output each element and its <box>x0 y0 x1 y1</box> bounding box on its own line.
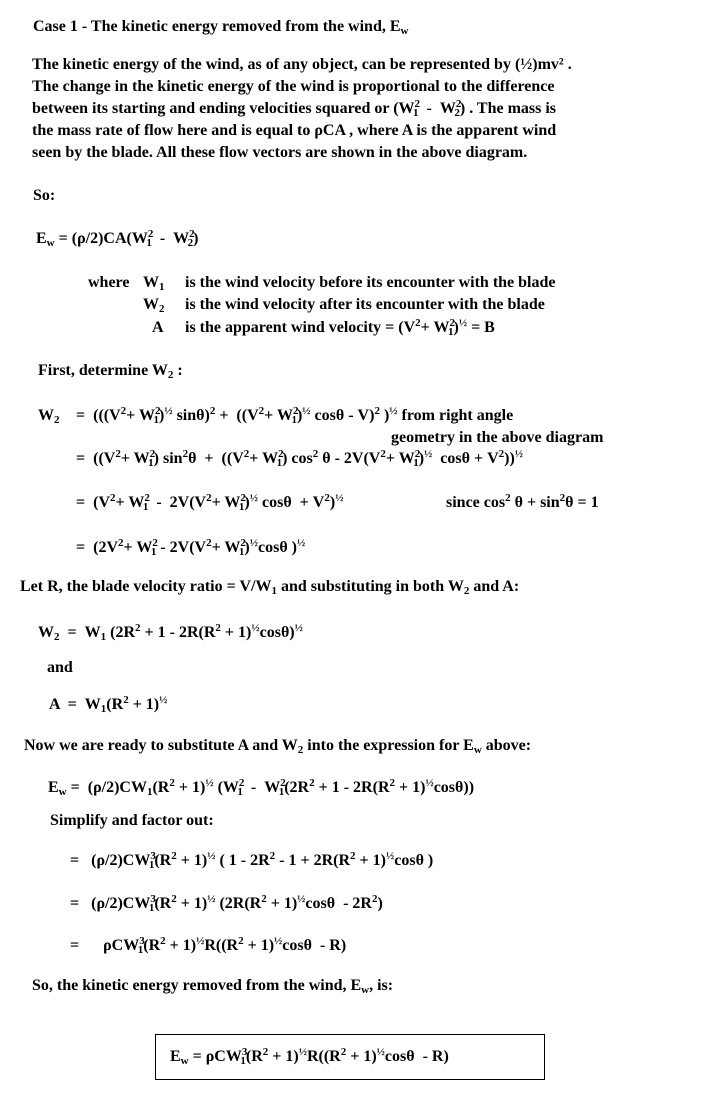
simplify-label: Simplify and factor out: <box>50 812 214 829</box>
ew-substituted: $E_w = (\rho/2)CW_1(R^2 + 1)^{\frac{1}{2}}$ $(W^2_1 - W^2_1(2R^2 + 1 - 2R(R^2 + 1)^{\frac{1}{2}}\cos\theta))$ <box>48 777 475 798</box>
w2-line-1: = (($(V^2+ W^2_1)^{\frac{1}{2}}$ $\sin\theta)^2 + ((V^2+ W^2_1)^{\frac{1}{2}}$ cosθ - V)$^2$ )$^{\frac{1}{2}}$ from right angle <box>76 405 514 426</box>
now-ready-text: Now we are ready to substitute A and $W_2$ into the expression for $E_w$ above: <box>24 737 532 756</box>
intro-line-5: seen by the blade. All these flow vectors are shown in the above diagram. <box>32 144 528 161</box>
def-text-w1: is the wind velocity before its encounter with the blade <box>185 274 556 291</box>
intro-line-4: the mass rate of flow here and is equal to ρCA , where A is the apparent wind <box>32 122 557 139</box>
intro-line-2: The change in the kinetic energy of the wind is proportional to the difference <box>32 78 555 95</box>
and-label: and <box>47 659 73 676</box>
w2-line-4: = ($2V^2+ W^2_1 - 2V(V^2+ W^2_1)^{\frac{1}{2}}\cos\theta$ )$^{\frac{1}{2}}$ <box>76 537 306 558</box>
w2-r-equation: $W_2 = W_1$ $(2R^2 + 1 - 2R(R^2 + 1)^{\frac{1}{2}}\cos\theta)^{\frac{1}{2}}$ <box>38 622 303 643</box>
def-symbol-w1: $W_1$ <box>143 274 165 293</box>
simplify-step-2: = $(\rho/2)CW^3_1(R^2 + 1)^{\frac{1}{2}}$ $(2R(R^2 + 1)^{\frac{1}{2}}\cos\theta - 2R^2)$ <box>70 893 383 914</box>
a-r-equation: $A = W_1(R^2 + 1)^{\frac{1}{2}}$ <box>49 694 168 715</box>
ew-equation-1: $E_w = (\rho/2)CA(W^2_1 - W^2_2)$ <box>36 228 199 249</box>
first-determine: First, determine $W_2$ : <box>38 362 183 381</box>
def-text-a: is the apparent wind velocity = $(V^2+ W^2_1)^{\frac{1}{2}} = B$ <box>185 317 495 338</box>
def-symbol-a: A <box>152 319 164 336</box>
where-label: where <box>88 274 130 291</box>
let-r-text: Let R, the blade velocity ratio = $V/W_1$ and substituting in both $W_2$ and A: <box>20 578 520 597</box>
intro-line-1: The kinetic energy of the wind, as of any object, can be represented by (½)mv² . <box>32 56 572 73</box>
geometry-note: geometry in the above diagram <box>391 429 604 446</box>
w2-symbol: $W_2$ <box>38 407 60 426</box>
so-label: So: <box>33 187 56 204</box>
def-symbol-w2: $W_2$ <box>143 296 165 315</box>
page-title: Case 1 - The kinetic energy removed from the wind, $E_w$ <box>33 18 409 37</box>
intro-line-3: between its starting and ending velocities squared or $(W^2_1 - W^2_2)$ . The mass is <box>32 98 557 119</box>
simplify-step-3: = $\rho CW^3_1(R^2 + 1)^{\frac{1}{2}}R((R^2 + 1)^{\frac{1}{2}}\cos\theta - R)$ <box>70 935 347 956</box>
w2-line-3: = ($V^2+ W^2_1 - 2V(V^2+ W^2_1)^{\frac{1}{2}}$ $\cos\theta + V^2)^{\frac{1}{2}}$ <box>76 492 344 513</box>
so-final-text: So, the kinetic energy removed from the wind, $E_w$, is: <box>32 977 394 996</box>
final-result-equation: $E_w = \rho CW^3_1(R^2 + 1)^{\frac{1}{2}}R((R^2 + 1)^{\frac{1}{2}}\cos\theta - R)$ <box>170 1046 449 1067</box>
def-text-w2: is the wind velocity after its encounter with the blade <box>185 296 545 313</box>
simplify-step-1: = $(\rho/2)CW^3_1(R^2 + 1)^{\frac{1}{2}}$ ( $1 - 2R^2 - 1 + 2R(R^2 + 1)^{\frac{1}{2}}\cos\theta$ ) <box>70 850 434 871</box>
w2-line-2: = ($(V^2+ W^2_1) \sin^2\theta + ((V^2+ W^2_1)$ $\cos^2 \theta - 2V(V^2+ W^2_1)^{\frac{1}{2}}$ $\cos\theta + V^2))^{\frac{1}{2}}$ <box>76 448 524 469</box>
since-identity: since $\cos^2 \theta + \sin^2\theta = 1$ <box>446 492 599 511</box>
